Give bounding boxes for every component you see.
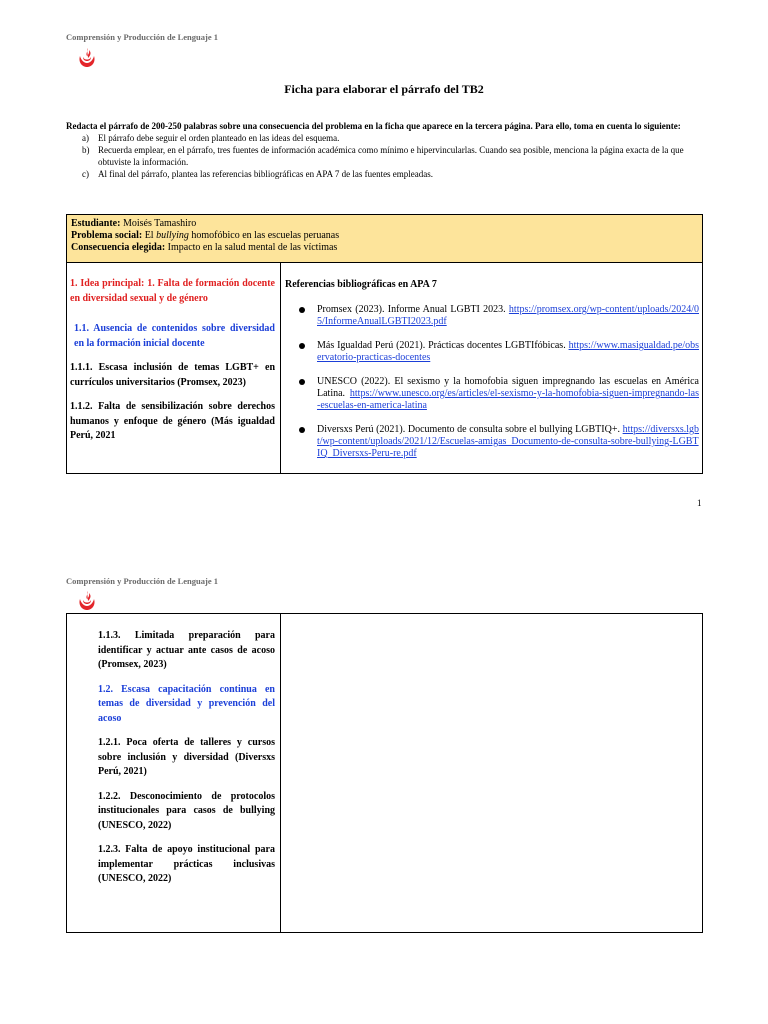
references-heading: Referencias bibliográficas en APA 7 <box>285 279 437 290</box>
student-name: Moisés Tamashiro <box>122 218 197 229</box>
student-row <box>71 218 698 230</box>
page-number: 1 <box>697 498 702 508</box>
reference-link[interactable]: https://promsex.org/wp-content/uploads/2024/05/InformeAnualLGBTI2023.pdf <box>317 304 699 327</box>
reference-link[interactable]: https://www.masigualdad.pe/observatorio-practicas-docentes <box>317 340 700 363</box>
reference-text: UNESCO (2022). El sexismo y la homofobia siguen impregnando las escuelas en América Latina. <box>317 376 699 399</box>
list-marker: a) <box>82 133 89 143</box>
reference-text: Más Igualdad Perú (2021). Prácticas docentes LGBTIfóbicas. <box>317 340 566 351</box>
bullet-icon <box>299 343 305 349</box>
column-divider <box>280 614 281 932</box>
problem-emphasis: bullying <box>156 230 189 241</box>
references-list <box>285 304 699 460</box>
item-1-1-3: 1.1.3. Limitada preparación para identificar y actuar ante casos de acoso (Promsex, 2023) <box>98 630 275 670</box>
list-text: Al final del párrafo, plantea las referencias bibliográficas en APA 7 de las fuentes empleadas. <box>98 169 434 179</box>
page-header: Comprensión y Producción de Lenguaje 1 <box>66 576 218 586</box>
consequence-text: Impacto en la salud mental de las víctimas <box>167 242 338 253</box>
outline-left-column <box>70 277 275 454</box>
bullet-icon <box>299 379 305 385</box>
list-marker: c) <box>82 169 89 179</box>
bullet-icon <box>299 307 305 313</box>
instructions-list <box>66 132 706 180</box>
references-column <box>285 279 699 472</box>
upc-flame-logo-icon <box>77 590 97 612</box>
item-1-2-3: 1.2.3. Falta de apoyo institucional para implementar prácticas inclusivas (UNESCO, 2022) <box>98 844 275 884</box>
instructions-lead: Redacta el párrafo de 200-250 palabras sobre una consecuencia del problema en la ficha que aparece en la tercera página. Para ello, toma en cuenta lo siguiente: <box>66 121 681 131</box>
problem-text: homofóbico en las escuelas peruanas <box>191 230 340 241</box>
instructions <box>66 120 706 180</box>
column-divider <box>280 263 281 473</box>
item-1-1-1: 1.1.1. Escasa inclusión de temas LGBT+ en currículos universitarios (Promsex, 2023) <box>70 362 275 388</box>
page-title: Ficha para elaborar el párrafo del TB2 <box>284 82 484 96</box>
list-marker: b) <box>82 145 90 155</box>
list-text: Recuerda emplear, en el párrafo, tres fuentes de información académica como mínimo e hipervincularlas. Cuando sea posible, menciona la página exacta de la que obtuviste la información. <box>98 145 684 167</box>
consequence-label: Consecuencia elegida: <box>71 242 166 253</box>
outline-left-column-continued <box>98 629 275 897</box>
item-1-1-2: 1.1.2. Falta de sensibilización sobre derechos humanos y enfoque de género (Más igualdad Perú, 2021 <box>70 401 275 441</box>
consequence-row <box>71 242 698 254</box>
item-1-2-1: 1.2.1. Poca oferta de talleres y cursos sobre inclusión y diversidad (Diversxs Perú, 2021) <box>98 737 275 777</box>
item-1-2-2: 1.2.2. Desconocimiento de protocolos institucionales para casos de bullying (UNESCO, 2022) <box>98 790 275 831</box>
bullet-icon <box>299 427 305 433</box>
reference-item <box>285 340 699 364</box>
reference-link[interactable]: https://diversxs.lgbt/wp-content/uploads/2021/12/Escuelas-amigas_Documento-de-consulta-sobre-bullying-LGBTIQ_Diversxs-Peru-re.pdf <box>317 424 700 459</box>
page-header: Comprensión y Producción de Lenguaje 1 <box>66 32 218 42</box>
main-idea: 1. Idea principal: 1. Falta de formación docente en diversidad sexual y de género <box>70 278 275 304</box>
list-item <box>66 132 706 144</box>
student-info-box <box>66 214 703 263</box>
student-label: Estudiante: <box>71 218 121 229</box>
upc-flame-logo-icon <box>77 47 97 69</box>
sub-idea-1-2: 1.2. Escasa capacitación continua en temas de diversidad y prevención del acoso <box>98 683 275 724</box>
problem-text: El <box>144 230 154 241</box>
list-item <box>66 144 706 168</box>
reference-item <box>285 424 699 460</box>
list-text: El párrafo debe seguir el orden planteado en las ideas del esquema. <box>98 133 340 143</box>
reference-link[interactable]: https://www.unesco.org/es/articles/el-sexismo-y-la-homofobia-siguen-impregnando-las-escuelas-en-america-latina <box>317 388 699 411</box>
reference-text: Diversxs Perú (2021). Documento de consulta sobre el bullying LGBTIQ+. <box>317 424 620 435</box>
sub-idea-1-1: 1.1. Ausencia de contenidos sobre diversidad en la formación inicial docente <box>74 323 275 349</box>
reference-item <box>285 304 699 328</box>
reference-item <box>285 376 699 412</box>
reference-text: Promsex (2023). Informe Anual LGBTI 2023. <box>317 304 506 315</box>
problem-row <box>71 230 698 242</box>
list-item <box>66 168 706 180</box>
problem-label: Problema social: <box>71 230 143 241</box>
